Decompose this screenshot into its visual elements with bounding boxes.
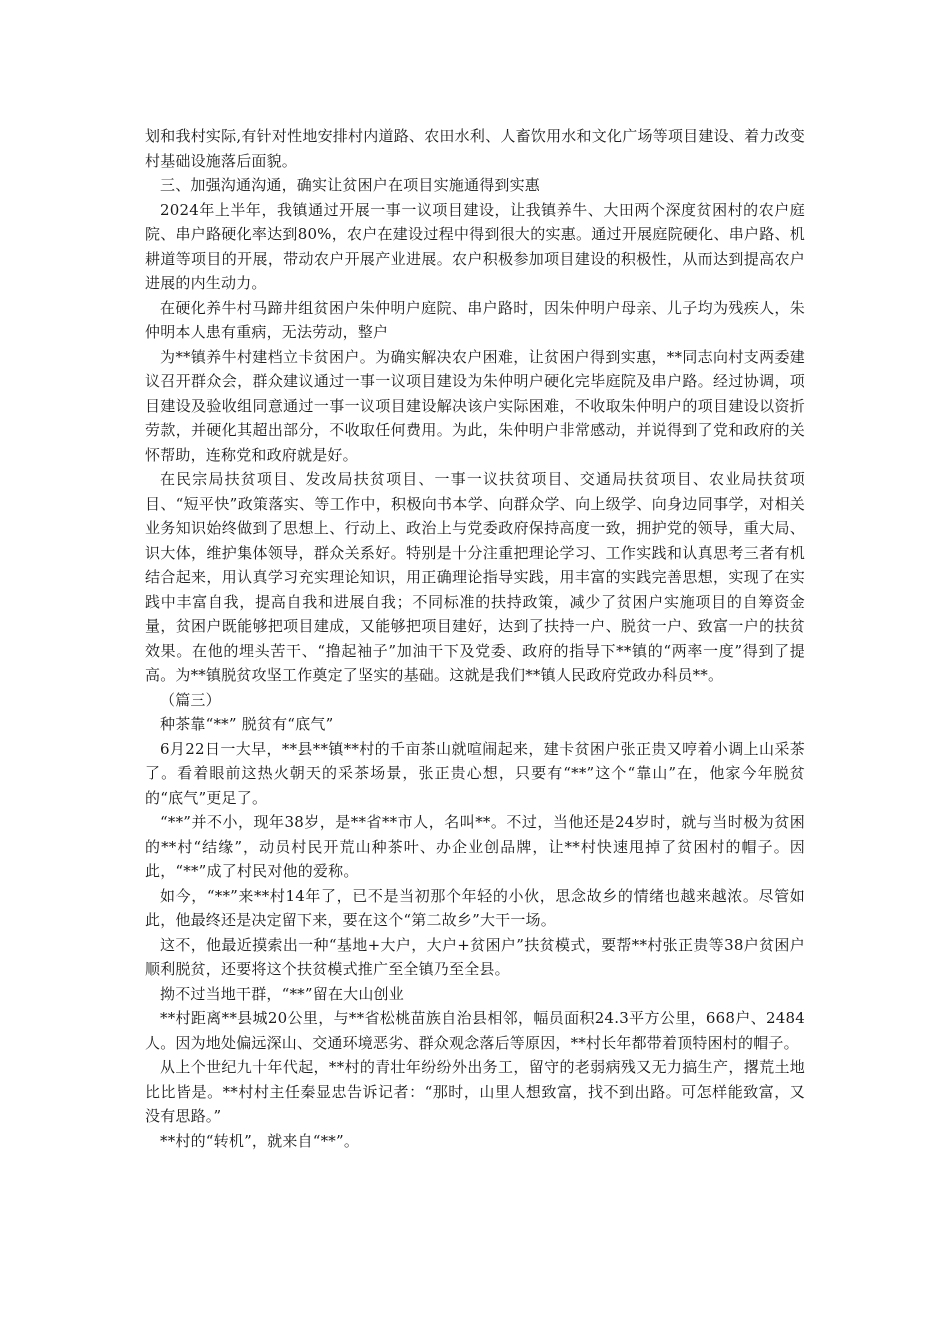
paragraph-14: **村距离**县城20公里，与**省松桃苗族自治县相邻，幅员面积24.3平方公里，668户、2484人。因为地处偏远深山、交通环境恶劣、群众观念落后等原因，**村长年都带着顶特困村的帽子。 — [145, 1009, 805, 1052]
paragraph-4: 在硬化养牛村马蹄井组贫困户朱仲明户庭院、串户路时，因朱仲明户母亲、儿子均为残疾人，朱仲明本人患有重病，无法劳动，整户 — [145, 298, 805, 341]
paragraph-5: 为**镇养牛村建档立卡贫困户。为确实解决农户困难，让贫困户得到实惠，**同志向村支两委建议召开群众会，群众建议通过一事一议项目建设为朱仲明户硬化完毕庭院及串户路。经过协调，项目建设及验收组同意通过一事一议项目建设解决该户实际困难，不收取朱仲明户的项目建设以资折劳款，并硬化其超出部分，不收取任何费用。为此，朱仲明户非常感动，并说得到了党和政府的关怀帮助，连称党和政府就是好。 — [145, 347, 805, 464]
paragraph-3: 2024年上半年，我镇通过开展一事一议项目建设，让我镇养牛、大田两个深度贫困村的农户庭院、串户路硬化率达到80%，农户在建设过程中得到很大的实惠。通过开展庭院硬化、串户路、机耕道等项目的开展，带动农户开展产业进展。农户积极参加项目建设的积极性，从而达到提高农户进展的内生动力。 — [145, 200, 805, 292]
paragraph-15: 从上个世纪九十年代起，**村的青壮年纷纷外出务工，留守的老弱病残又无力搞生产，撂荒土地比比皆是。**村村主任秦显忠告诉记者：“那时，山里人想致富，找不到出路。可怎样能致富，又没有思路。” — [145, 1058, 805, 1125]
subheading: 拗不过当地干群，“**”留在大山创业 — [160, 984, 404, 1003]
paragraph-12: 这不，他最近摸索出一种“基地+大户，大户+贫困户”扶贫模式，要帮**村张正贵等38户贫困户顺利脱贫，还要将这个扶贫模式推广至全镇乃至全县。 — [145, 935, 805, 978]
paragraph-10: “**”并不小，现年38岁，是**省**市人，名叫**。不过，当他还是24岁时，就与当时极为贫困的**村“结缘”，动员村民开荒山种茶叶、办企业创品牌，让**村快速甩掉了贫困村的帽子。因此，“**”成了村民对他的爱称。 — [145, 813, 805, 880]
article-title: 种茶靠“**” 脱贫有“底气” — [160, 715, 334, 733]
paragraph-11: 如今，“**”来**村14年了，已不是当初那个年轻的小伙，思念故乡的情绪也越来越浓。尽管如此，他最终还是决定留下来，要在这个“第二故乡”大干一场。 — [145, 886, 805, 929]
paragraph-16: **村的“转机”，就来自“**”。 — [160, 1131, 360, 1150]
paragraph-1: 划和我村实际,有针对性地安排村内道路、农田水利、人畜饮用水和文化广场等项目建设、着力改变村基础设施落后面貌。 — [145, 127, 805, 170]
paragraph-6: 在民宗局扶贫项目、发改局扶贫项目、一事一议扶贫项目、交通局扶贫项目、农业局扶贫项目、“短平快”政策落实、等工作中，积极向书本学、向群众学、向上级学、向身边同事学，对相关业务知识始终做到了思想上、行动上、政治上与党委政府保持高度一致，拥护党的领导，重大局、识大体，维护集体领导，群众关系好。特别是十分注重把理论学习、工作实践和认真思考三者有机结合起来，用认真学习充实理论知识，用正确理论指导实践，用丰富的实践完善思想，实现了在实践中丰富自我，提高自我和进展自我；不同标准的扶持政策，减少了贫困户实施项目的自筹资金量，贫困户既能够把项目建成，又能够把项目建好，达到了扶持一户、脱贫一户、致富一户的扶贫效果。在他的埋头苦干、“撸起袖子”加油干下及党委、政府的指导下**镇的“两率一度”得到了提高。为**镇脱贫攻坚工作奠定了坚实的基础。这就是我们**镇人民政府党政办科员**。 — [145, 470, 805, 684]
chapter-label: （篇三） — [160, 690, 221, 709]
paragraph-9: 6月22日一大早，**县**镇**村的千亩茶山就喧闹起来，建卡贫困户张正贵又哼着小调上山采茶了。看着眼前这热火朝天的采茶场景，张正贵心想，只要有“**”这个“靠山”在，他家今年脱贫的“底气”更足了。 — [145, 739, 805, 807]
section-heading-3: 三、加强沟通沟通，确实让贫困户在项目实施通得到实惠 — [160, 176, 541, 194]
document-body — [145, 124, 805, 1153]
